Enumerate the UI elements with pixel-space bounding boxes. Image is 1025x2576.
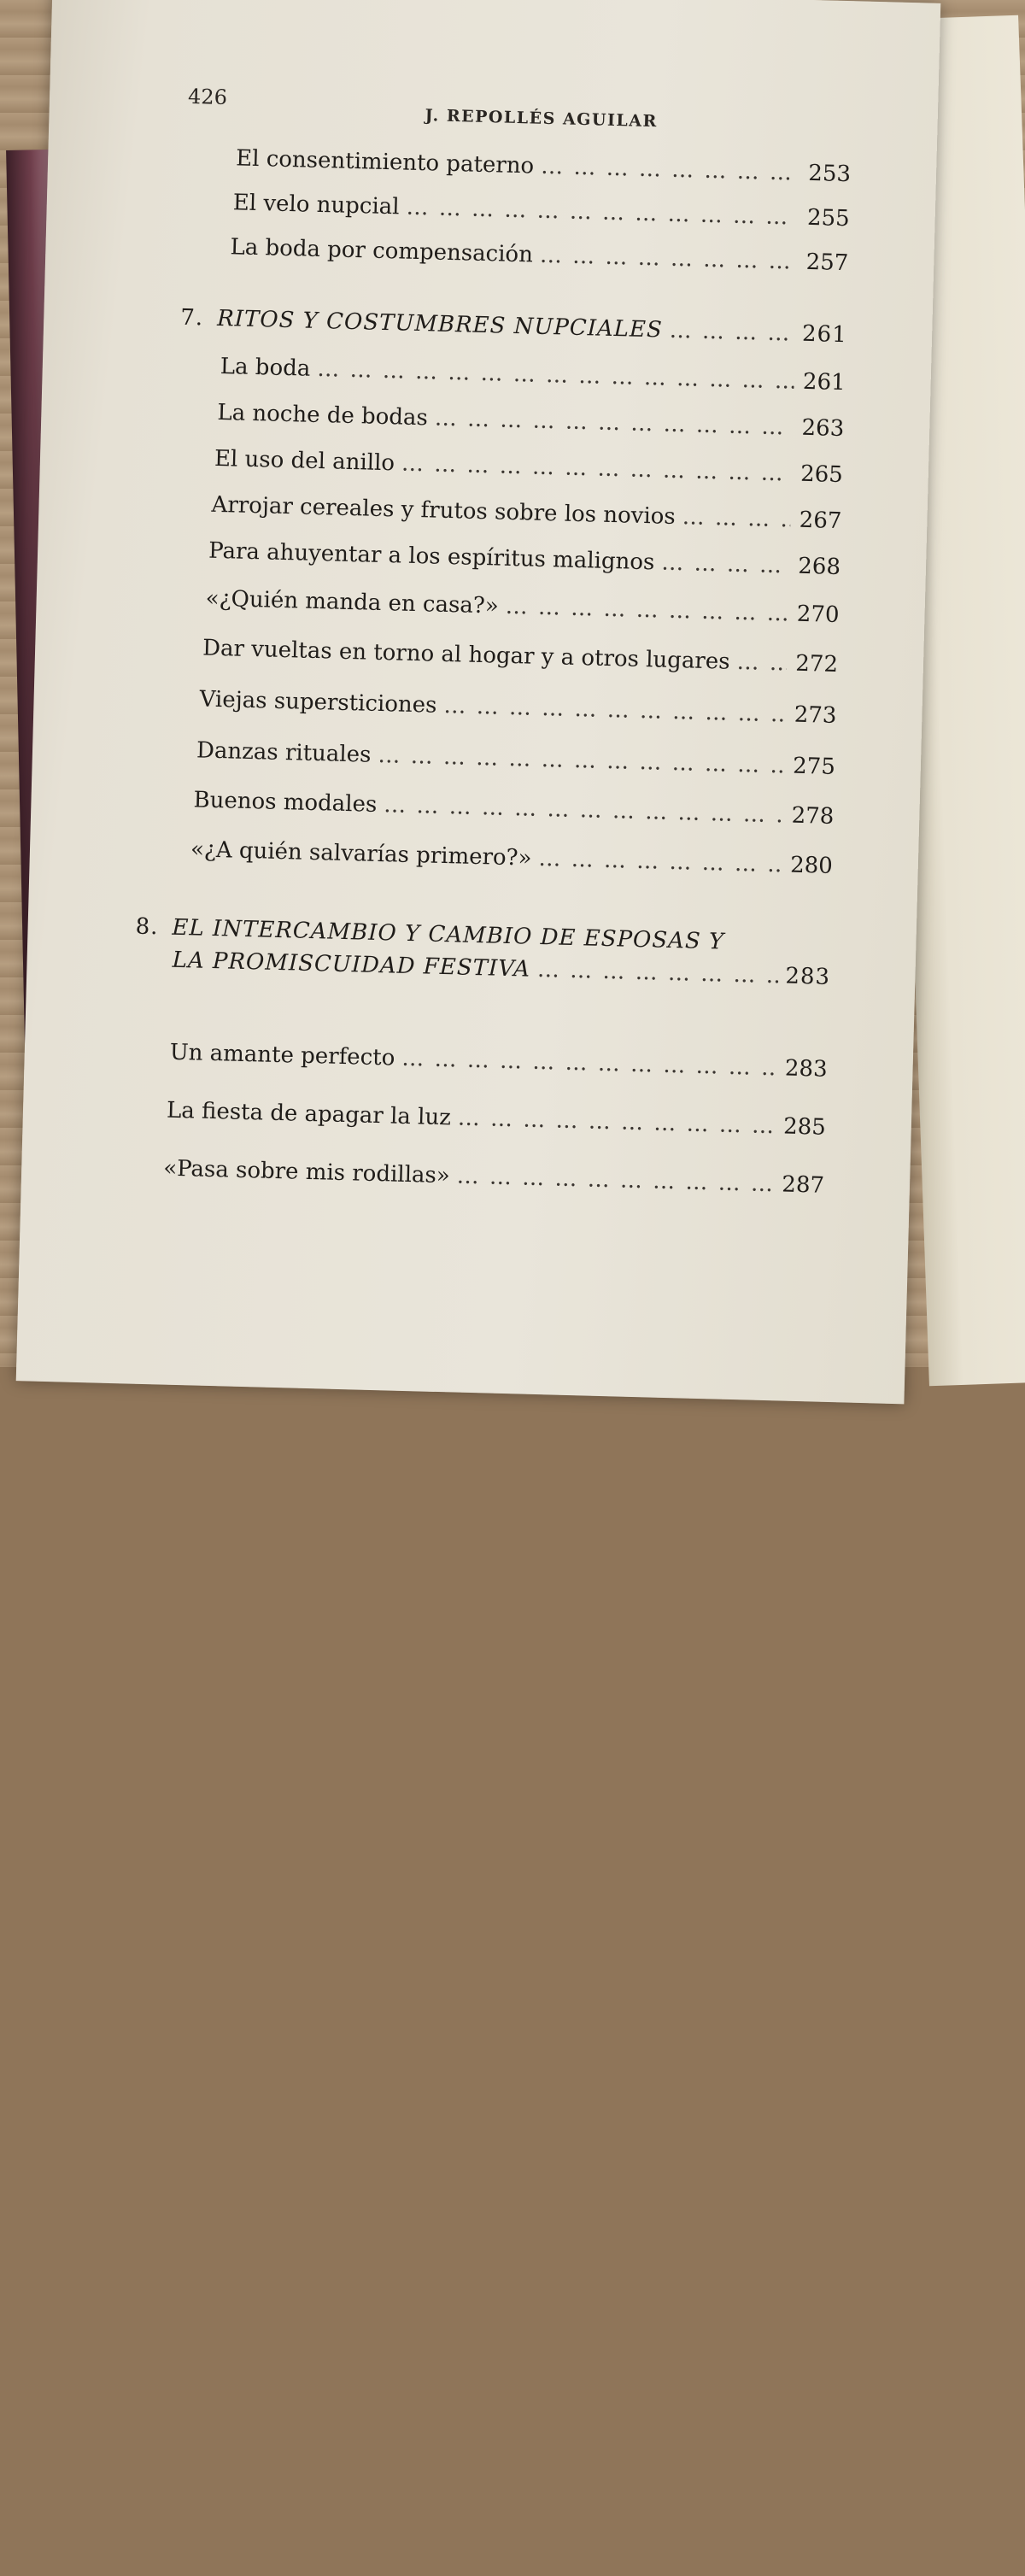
leader-dots [669,318,795,347]
toc-entry-label: Buenos modales [193,787,378,818]
toc-entry-label: Viejas supersticiones [199,686,437,719]
leader-dots [736,649,787,677]
book-page [16,0,941,1404]
running-head: J. REPOLLÉS AGUILAR [425,106,659,132]
chapter-title-line-1: EL INTERCAMBIO Y CAMBIO DE ESPOSAS Y [172,914,725,955]
toc-entry-label: Dar vueltas en torno al hogar y a otros lugares [202,635,730,675]
leader-dots [538,846,782,877]
toc-entry-page: 268 [797,553,841,581]
chapter-title-line-2: LA PROMISCUIDAD FESTIVA [172,947,531,983]
toc-entry-page: 283 [784,1055,828,1083]
toc-entry-page: 257 [805,249,849,277]
toc-entry-label: La boda por compensación [230,234,534,268]
toc-entry-label: El uso del anillo [214,445,395,477]
toc-entry-page: 273 [794,701,837,729]
toc-entry-label: La noche de bodas [217,399,429,431]
page-number: 426 [187,84,228,110]
toc-entry-page: 270 [796,601,840,629]
toc-entry-label: La boda [220,353,311,382]
leader-dots [661,550,789,579]
toc-entry-page: 272 [794,650,839,678]
toc-entry-page: 278 [791,802,835,830]
table-of-contents [16,0,941,1404]
toc-entry-label: La fiesta de apagar la luz [166,1097,452,1131]
toc-entry-page: 280 [789,852,834,879]
chapter-number: 8. [135,913,159,941]
toc-entry-page: 265 [800,461,844,489]
chapter-page: 283 [785,963,831,990]
toc-entry-page: 287 [781,1171,825,1199]
toc-entry-label: Danzas rituales [196,737,372,768]
toc-entry-label: Para ahuyentar a los espíritus malignos [208,537,655,576]
toc-entry-label: Un amante perfecto [169,1039,395,1071]
toc-entry-page: 285 [782,1113,827,1141]
chapter-page: 261 [801,320,848,349]
toc-entry-page: 267 [799,507,842,535]
toc-entry-page: 261 [802,368,846,396]
toc-entry-label: El consentimiento paterno [235,145,535,179]
leader-dots [682,504,790,532]
toc-entry [127,1156,825,2574]
toc-entry-page: 263 [801,414,845,443]
toc-entry-label: «¿Quién manda en casa?» [205,585,500,619]
toc-entry-label: Arrojar cereales y frutos sobre los novios [211,491,676,530]
chapter-number: 7. [179,304,204,332]
toc-entry-label: «Pasa sobre mis rodillas» [162,1155,451,1189]
chapter-title: RITOS Y COSTUMBRES NUPCIALES [216,305,664,343]
toc-entry-label: «¿A quién salvarías primero?» [190,836,532,871]
toc-entry-page: 255 [806,204,851,232]
leader-dots [541,154,800,186]
toc-entry-page: 275 [792,753,836,780]
toc-entry-label: El velo nupcial [232,190,400,220]
toc-entry-page: 253 [807,160,852,188]
